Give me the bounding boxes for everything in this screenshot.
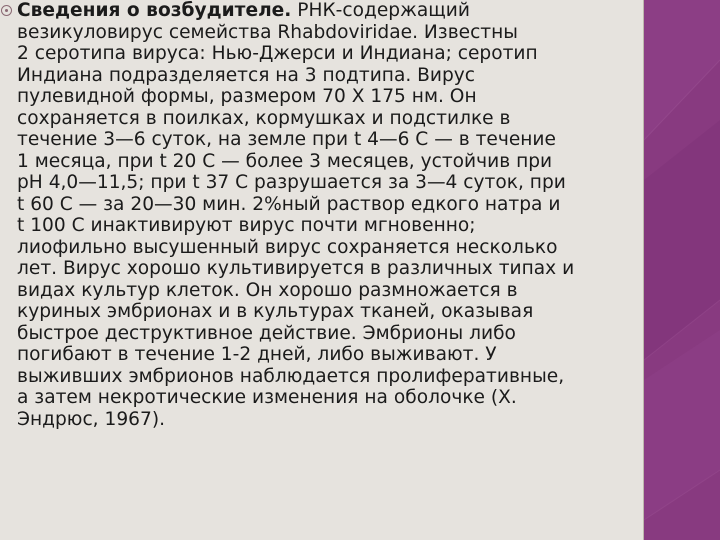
text-line-10: t 60 C — за 20—30 мин. 2%ный раствор едкого натра и bbox=[17, 193, 561, 215]
text-line-16: быстрое деструктивное действие. Эмбрионы либо bbox=[17, 322, 516, 344]
text-line-7: течение 3—6 суток, на земле при t 4—6 C — в течение bbox=[17, 129, 556, 150]
text-line-15: куриных эмбрионах и в культурах тканей, оказывая bbox=[17, 301, 534, 322]
text-line-3: 2 серотипа вируса: Нью-Джерси и Индиана; серотип bbox=[17, 43, 538, 64]
text-line-12: лиофильно высушенный вирус сохраняется несколько bbox=[17, 236, 558, 258]
text-line-13: лет. Вирус хорошо культивируется в различных типах и bbox=[17, 258, 575, 279]
decorative-side-band bbox=[644, 0, 720, 540]
text-line-2: везикуловирус семейства Rhabdoviridae. Известны bbox=[17, 21, 518, 43]
text-line-1-rest: РНК-содержащий bbox=[291, 0, 470, 21]
text-line-11: t 100 C инактивируют вирус почти мгновенно; bbox=[17, 215, 476, 236]
text-line-17: погибают в течение 1-2 дней, либо выживают. У bbox=[17, 344, 497, 365]
circle-bullet-icon bbox=[1, 5, 12, 16]
text-line-5: пулевидной формы, размером 70 Х 175 нм. Он bbox=[17, 86, 477, 107]
text-line-1 bbox=[17, 0, 647, 22]
text-line-20: Эндрюс, 1967). bbox=[17, 408, 165, 430]
text-line-8: 1 месяца, при t 20 C — более 3 месяцев, устойчив при bbox=[17, 150, 553, 172]
lead-heading: Сведения о возбудителе. bbox=[17, 0, 292, 21]
text-line-9: pH 4,0—11,5; при t 37 C разрушается за 3—4 суток, при bbox=[17, 172, 566, 193]
body-text bbox=[17, 0, 647, 430]
text-line-18: выживших эмбрионов наблюдается пролиферативные, bbox=[17, 365, 565, 387]
text-line-14: видах культур клеток. Он хорошо размножается в bbox=[17, 279, 518, 301]
text-line-4: Индиана подразделяется на 3 подтипа. Вирус bbox=[17, 64, 476, 86]
text-line-19: а затем некротические изменения на оболочке (Х. bbox=[17, 387, 517, 408]
band-pattern bbox=[644, 0, 720, 540]
text-line-6: сохраняется в поилках, кормушках и подстилке в bbox=[17, 107, 511, 129]
